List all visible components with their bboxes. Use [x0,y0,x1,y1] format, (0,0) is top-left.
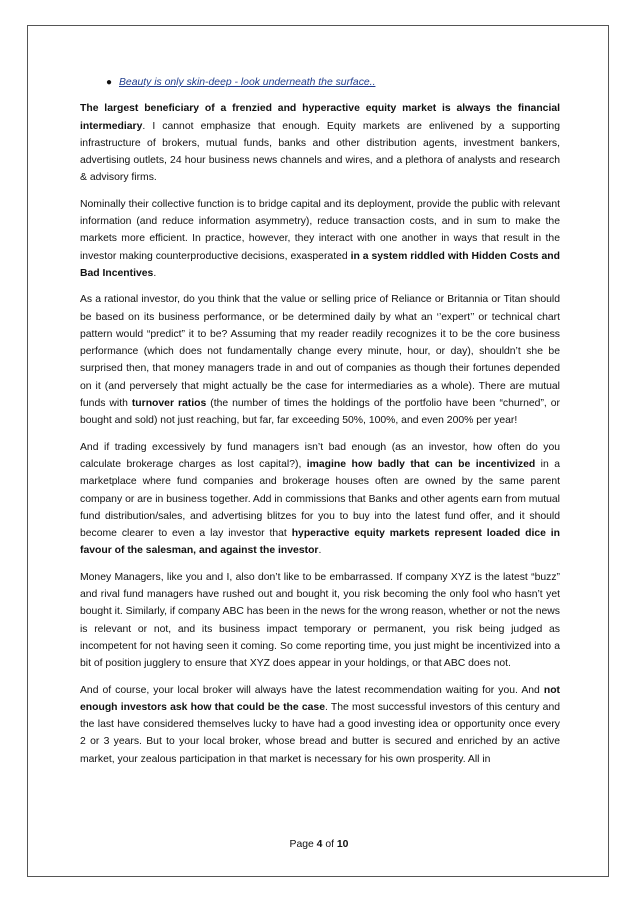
p1-bold: The largest beneficiary of a frenzied and hyperactive equity market is always the financial intermediary [80,103,560,132]
paragraph-5 [80,569,560,673]
p2-bold: in a system riddled with Hidden Costs and Bad Incentives [80,250,560,279]
footer-page-number: 4 [316,839,323,850]
p3-end: (the number of times the holdings of the portfolio have been “churned”, or bought and sold) not just reaching, but far, far exceeding 50%, 100%, and even 200% per year! [80,398,561,427]
bullet-item [106,74,560,91]
page-footer [0,839,638,850]
p6-end: . The most successful investors of this century and the last have considered themselves lucky to have had a good investing idea or opportunity once every 2 or 3 years. But to your local broker, whose bread and butter is secured and enriched by an active market, your zealous participation in that market is necessary for his own prosperity. All in [80,701,560,765]
p5-text: Money Managers, like you and I, also don’t like to be embarrassed. If company XYZ is the latest “buzz” and rival fund managers have rushed out and bought it, you risk becoming the only fool who hasn’t yet bought it. Similarly, if company ABC has been in the news for the wrong reason, whether or not the news is relevant or not, and its business impact temporary or permanent, you risk being judged as incompetent for not having seen it coming. So come reporting time, you just might be incentivized into a bit of position jugglery to ensure that XYZ does appear in your holdings, or that ABC does not. [80,571,560,670]
bullet-icon: ● [106,77,113,88]
p2-text: Nominally their collective function is to bridge capital and its deployment, provide the public with relevant information (and reduce information asymmetry), reduce transaction costs, and in sum to make the markets more efficient. In practice, however, they interact with one another in ways that result in the investor making counterproductive decisions, exasperated [80,198,560,262]
p4-text: And if trading excessively by fund managers isn’t bad enough (as an investor, how often do you calculate brokerage charges as lost capital?), [80,441,560,470]
p6-text: And of course, your local broker will always have the latest recommendation waiting for you. And [80,684,544,696]
document-body [80,74,560,777]
paragraph-3 [80,291,560,429]
bullet-link-text[interactable]: Beauty is only skin-deep - look underneath the surface.. [119,77,376,88]
footer-total-pages: 10 [336,839,349,850]
p4-bold2: hyperactive equity markets represent loaded dice in favour of the salesman, and against the investor [80,528,561,557]
p6-bold: not enough investors ask how that could be the case [80,684,560,713]
paragraph-2 [80,196,560,282]
p2-end: . [153,267,157,279]
footer-prefix: Page [289,839,317,850]
p4-bold1: imagine how badly that can be incentivized [306,458,536,470]
paragraph-4 [80,439,560,560]
p4-mid: in a marketplace where fund companies and brokerage houses often are owned by the same parent company or are in business together. Add in commissions that Banks and other agents earn from mutual fund distribution/sales, and advertising blitzes for you to buy into the latest fund offer, and it should become clearer to even a lay investor that [80,458,560,540]
paragraph-6 [80,682,560,768]
p3-text: As a rational investor, do you think that the value or selling price of Reliance or Britannia or Titan should be based on its business performance, or be determined daily by what an ‘’expert’’ or technical chart pattern would “predict” it to be? Assuming that my reader readily recognizes it to be the core business performance (which does not fundamentally change every minute, hour, or day), shouldn’t she be surprised then, that money managers trade in and out of companies as though their fortunes depended on it (and perversely that might actually be the case for intermediaries as a whole). There are mutual funds with [80,294,560,410]
paragraph-1 [80,100,560,186]
p1-rest: . I cannot emphasize that enough. Equity markets are enlivened by a supporting infrastructure of brokers, mutual funds, banks and other distribution agents, investment bankers, advertising outlets, 24 hour business news channels and wires, and a plethora of analysts and research & advisory firms. [80,120,560,184]
footer-of: of [322,839,337,850]
p4-end: . [318,545,322,557]
p3-bold: turnover ratios [131,398,207,410]
